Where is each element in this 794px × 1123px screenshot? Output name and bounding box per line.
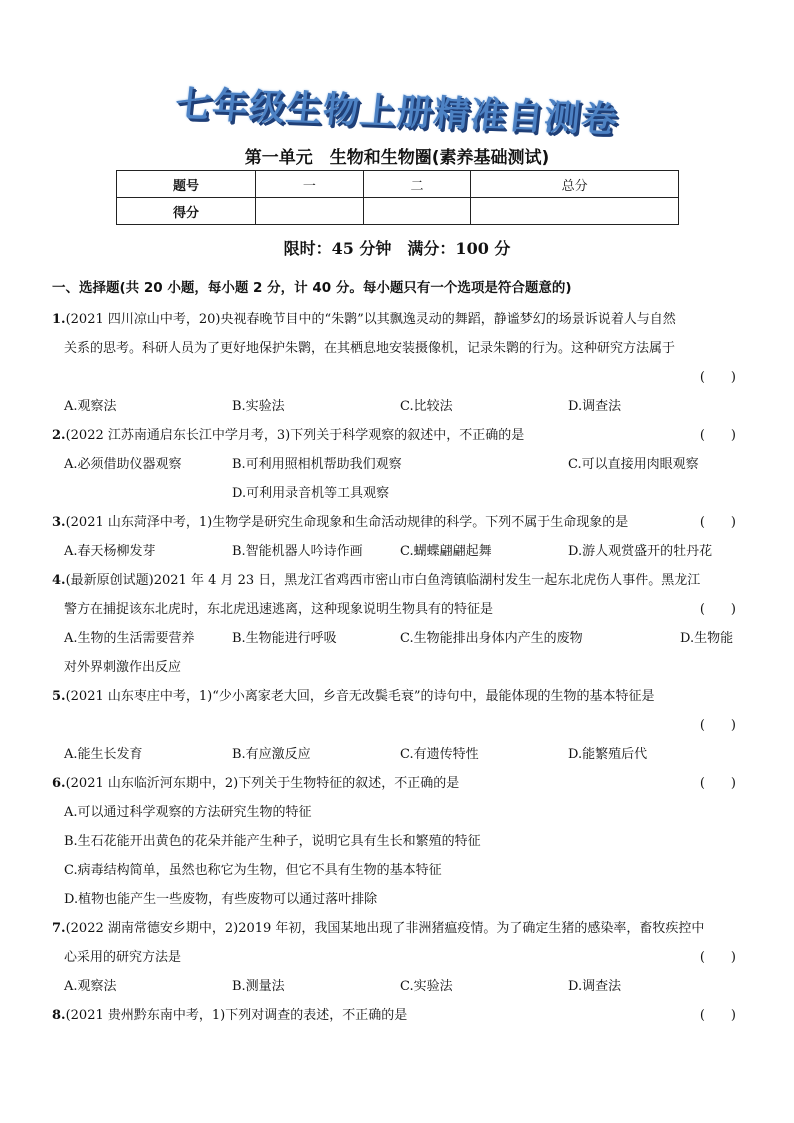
question-text: (2022 江苏南通启东长江中学月考，3)下列关于科学观察的叙述中，不正确的是: [65, 428, 525, 443]
question-number: 7.: [52, 921, 66, 936]
option-d[interactable]: D.游人观赏盛开的牡丹花: [568, 544, 713, 559]
question-number: 4.: [52, 573, 66, 588]
question-text: 关系的思考。科研人员为了更好地保护朱鹮，在其栖息地安装摄像机，记录朱鹮的行为。这种研究方法属于: [64, 341, 676, 356]
time-limit: 限时：45 分钟 满分：100 分: [283, 239, 511, 258]
question-text: (2021 山东菏泽中考，1)生物学是研究生命现象和生命活动规律的科学。下列不属于生命现象的是: [65, 515, 629, 530]
question-1: [52, 305, 742, 421]
option-d[interactable]: D.生物能: [680, 631, 734, 646]
score-table: [116, 170, 679, 225]
options-row: [52, 972, 742, 1001]
answer-blank[interactable]: ( ): [699, 370, 736, 385]
score-table-score-row: [117, 198, 679, 225]
option-c[interactable]: C.实验法: [400, 979, 453, 994]
answer-blank[interactable]: ( ): [699, 428, 736, 443]
option-c[interactable]: C.有遗传特性: [400, 747, 479, 762]
option-a[interactable]: A.春天杨柳发芽: [64, 544, 156, 559]
answer-blank[interactable]: ( ): [699, 776, 736, 791]
question-text: 心采用的研究方法是: [64, 950, 182, 965]
question-number: 8.: [52, 1008, 66, 1023]
section-title: 一、选择题(共 20 小题，每小题 2 分，计 40 分。每小题只有一个选项是符合题意的): [52, 280, 572, 296]
cell-total-label: 总分: [471, 171, 679, 198]
option-d[interactable]: D.可利用录音机等工具观察: [232, 486, 390, 501]
question-text: (2021 贵州黔东南中考，1)下列对调查的表述，不正确的是: [65, 1008, 408, 1023]
option-b[interactable]: B.智能机器人吟诗作画: [232, 544, 363, 559]
option-a[interactable]: A.能生长发育: [64, 747, 143, 762]
answer-blank[interactable]: ( ): [699, 950, 736, 965]
answer-blank[interactable]: ( ): [699, 515, 736, 530]
option-d[interactable]: D.能繁殖后代: [568, 747, 648, 762]
cell-score-two[interactable]: [363, 198, 471, 225]
question-text: (2021 四川凉山中考，20)央视春晚节目中的“朱鹮”以其飘逸灵动的舞蹈，静谧梦幻的场景诉说着人与自然: [65, 312, 676, 327]
options-row: [52, 479, 742, 508]
options-row: [52, 740, 742, 769]
question-number: 1.: [52, 312, 66, 327]
option-c[interactable]: C.可以直接用肉眼观察: [568, 457, 699, 472]
cell-score-one[interactable]: [256, 198, 364, 225]
question-number: 3.: [52, 515, 66, 530]
options-row: [52, 624, 742, 653]
answer-blank[interactable]: ( ): [699, 602, 736, 617]
option-a[interactable]: A.必须借助仪器观察: [64, 457, 182, 472]
option-a[interactable]: A.观察法: [64, 399, 117, 414]
question-text: (2022 湖南常德安乡期中，2)2019 年初，我国某地出现了非洲猪瘟疫情。为了确定生猪的感染率，畜牧疾控中: [65, 921, 705, 936]
options-row: [52, 450, 742, 479]
question-text: (最新原创试题)2021 年 4 月 23 日，黑龙江省鸡西市密山市白鱼湾镇临湖村发生一起东北虎伤人事件。黑龙江: [65, 573, 701, 588]
question-3: [52, 508, 742, 566]
unit-subtitle: 第一单元 生物和生物圈(素养基础测试): [244, 148, 550, 168]
answer-blank[interactable]: ( ): [699, 1008, 736, 1023]
option-b[interactable]: B.可利用照相机帮助我们观察: [232, 457, 402, 472]
question-4: [52, 566, 742, 682]
option-c[interactable]: C.比较法: [400, 399, 453, 414]
cell-section-two: 二: [363, 171, 471, 198]
question-5: [52, 682, 742, 769]
question-6: [52, 769, 742, 914]
option-b[interactable]: B.生物能进行呼吸: [232, 631, 337, 646]
option-d[interactable]: D.调查法: [568, 399, 622, 414]
option-b[interactable]: B.生石花能开出黄色的花朵并能产生种子，说明它具有生长和繁殖的特征: [64, 834, 481, 849]
option-d[interactable]: D.调查法: [568, 979, 622, 994]
question-list: [52, 305, 742, 1030]
question-number: 2.: [52, 428, 66, 443]
option-b[interactable]: B.测量法: [232, 979, 285, 994]
option-b[interactable]: B.有应激反应: [232, 747, 311, 762]
option-c[interactable]: C.生物能排出身体内产生的废物: [400, 631, 583, 646]
question-number: 5.: [52, 689, 66, 704]
cell-score-label: 得分: [117, 198, 256, 225]
option-b[interactable]: B.实验法: [232, 399, 285, 414]
question-7: [52, 914, 742, 1001]
option-c[interactable]: C.病毒结构简单，虽然也称它为生物，但它不具有生物的基本特征: [64, 863, 442, 878]
option-a[interactable]: A.生物的生活需要营养: [64, 631, 195, 646]
options-row: [52, 392, 742, 421]
options-row: [52, 537, 742, 566]
option-d[interactable]: D.植物也能产生一些废物，有些废物可以通过落叶排除: [64, 892, 378, 907]
cell-question-number-label: 题号: [117, 171, 256, 198]
question-text: (2021 山东临沂河东期中，2)下列关于生物特征的叙述，不正确的是: [65, 776, 460, 791]
question-8: [52, 1001, 742, 1030]
option-a[interactable]: A.可以通过科学观察的方法研究生物的特征: [64, 805, 312, 820]
score-table-header-row: [117, 171, 679, 198]
question-2: [52, 421, 742, 508]
option-a[interactable]: A.观察法: [64, 979, 117, 994]
question-text: (2021 山东枣庄中考，1)“少小离家老大回，乡音无改鬓毛衰”的诗句中，最能体现的生物的基本特征是: [65, 689, 655, 704]
option-d-continued[interactable]: 对外界刺激作出反应: [64, 660, 182, 675]
option-c[interactable]: C.蝴蝶翩翩起舞: [400, 544, 492, 559]
answer-blank[interactable]: ( ): [699, 718, 736, 733]
question-number: 6.: [52, 776, 66, 791]
cell-section-one: 一: [256, 171, 364, 198]
cell-score-total[interactable]: [471, 198, 679, 225]
banner-title: 七年级生物上册精准自测卷: [173, 84, 621, 141]
question-text: 警方在捕捉该东北虎时，东北虎迅速逃离，这种现象说明生物具有的特征是: [64, 602, 494, 617]
